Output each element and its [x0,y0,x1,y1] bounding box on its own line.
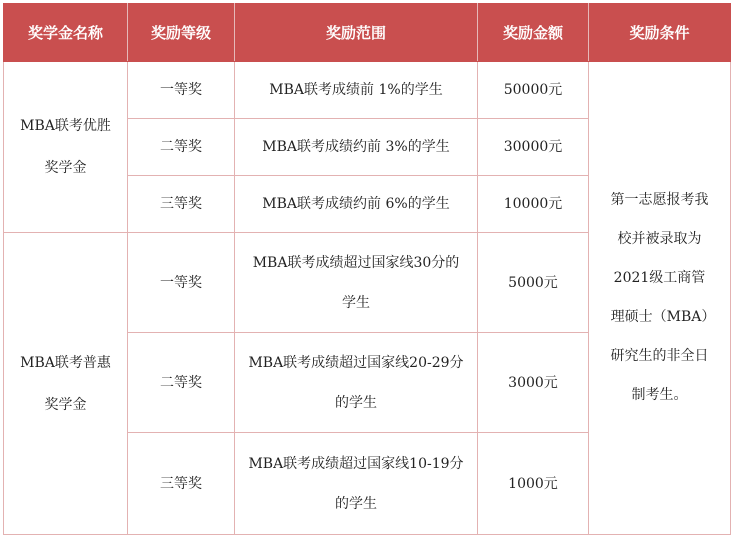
award-amount-cell: 30000元 [478,119,589,176]
scholarship-table [3,3,731,535]
award-scope-cell: MBA联考成绩超过国家线30分的学生 [235,233,478,333]
award-level-cell: 三等奖 [128,176,235,233]
award-amount-cell: 10000元 [478,176,589,233]
award-level-cell: 二等奖 [128,119,235,176]
award-scope-cell: MBA联考成绩前 1%的学生 [235,62,478,119]
header-award-condition: 奖励条件 [589,4,731,62]
award-scope-cell: MBA联考成绩约前 3%的学生 [235,119,478,176]
award-amount-cell: 3000元 [478,333,589,433]
header-award-amount: 奖励金额 [478,4,589,62]
award-amount-cell: 50000元 [478,62,589,119]
award-condition-cell: 第一志愿报考我校并被录取为2021级工商管理硕士（MBA）研究生的非全日制考生。 [589,62,731,535]
award-scope-cell: MBA联考成绩超过国家线10-19分的学生 [235,433,478,535]
award-scope-cell: MBA联考成绩超过国家线20-29分的学生 [235,333,478,433]
award-level-cell: 二等奖 [128,333,235,433]
award-level-cell: 一等奖 [128,62,235,119]
award-level-cell: 三等奖 [128,433,235,535]
award-amount-cell: 1000元 [478,433,589,535]
header-award-level: 奖励等级 [128,4,235,62]
table-row [4,62,731,119]
award-level-cell: 一等奖 [128,233,235,333]
award-scope-cell: MBA联考成绩约前 6%的学生 [235,176,478,233]
scholarship-name-cell: MBA联考普惠奖学金 [4,233,128,535]
header-row [4,4,731,62]
header-award-scope: 奖励范围 [235,4,478,62]
award-amount-cell: 5000元 [478,233,589,333]
scholarship-name-cell: MBA联考优胜奖学金 [4,62,128,233]
header-scholarship-name: 奖学金名称 [4,4,128,62]
